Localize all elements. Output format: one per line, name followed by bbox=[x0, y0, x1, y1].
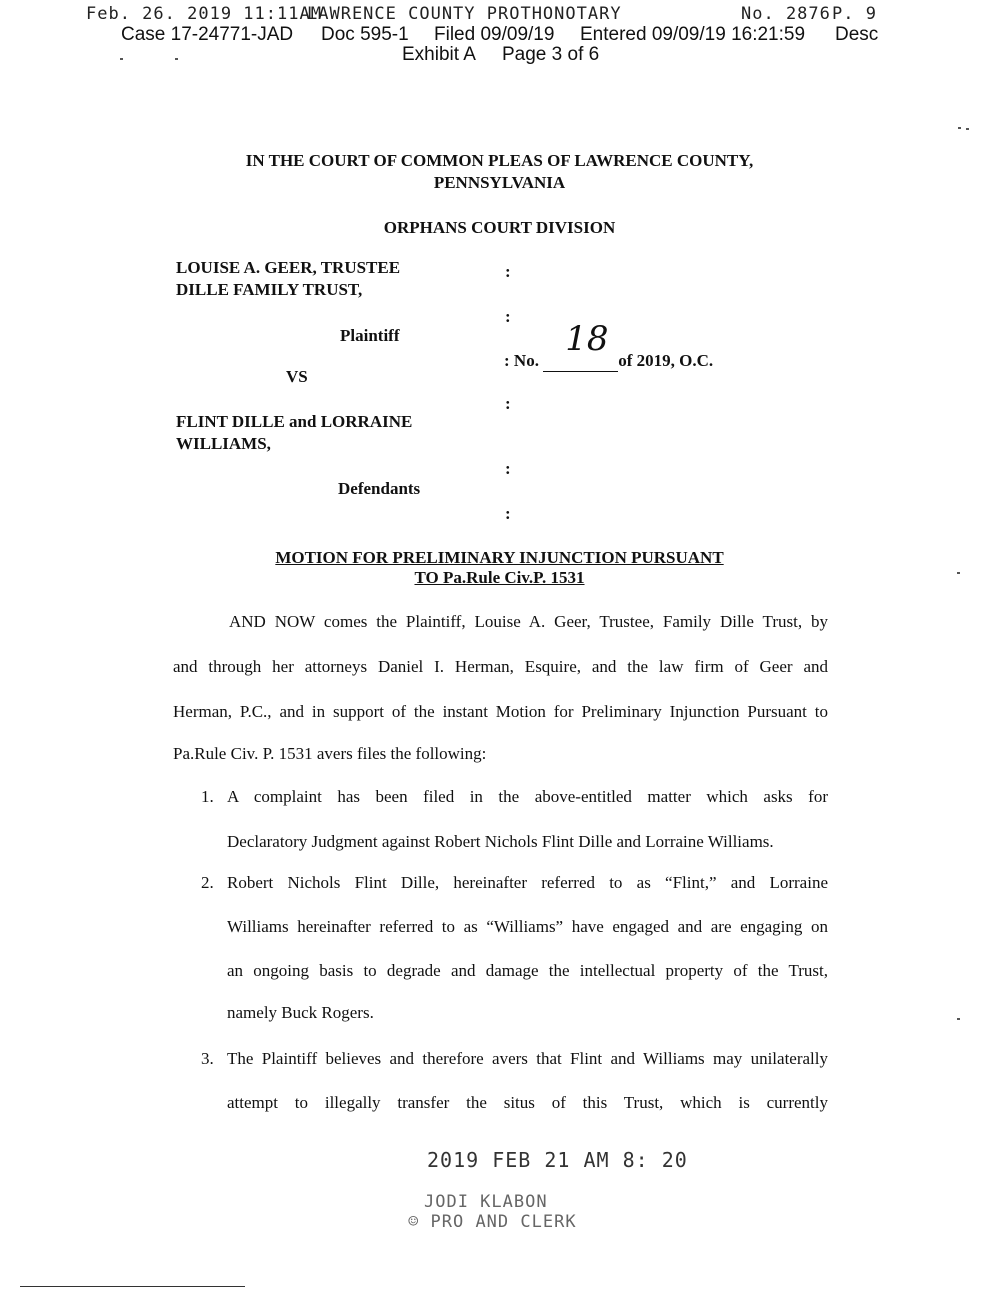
scan-speck bbox=[958, 127, 961, 129]
paragraph-2-line1: Robert Nichols Flint Dille, hereinafter referred to as “Flint,” and Lorraine bbox=[227, 873, 828, 892]
caption-colon: : bbox=[505, 394, 511, 413]
filing-stamp-clerk-title bbox=[408, 1212, 577, 1232]
filed-date: Filed 09/09/19 bbox=[434, 24, 555, 45]
docket-number bbox=[504, 319, 714, 372]
desc-label: Desc bbox=[835, 24, 879, 45]
motion-title-line1: MOTION FOR PRELIMINARY INJUNCTION PURSUANT bbox=[275, 548, 724, 567]
caption-colon: : bbox=[505, 307, 511, 326]
case-number: Case 17-24771-JAD bbox=[121, 24, 294, 45]
defendants-role: Defendants bbox=[338, 479, 421, 498]
paragraph-1-line1: A complaint has been filed in the above-entitled matter which asks for bbox=[227, 787, 828, 806]
caption-colon: : bbox=[505, 262, 511, 281]
paragraph-1-line2: Declaratory Judgment against Robert Nichols Flint Dille and Lorraine Williams. bbox=[227, 832, 774, 851]
intro-line4: Pa.Rule Civ. P. 1531 avers files the following: bbox=[173, 744, 487, 763]
page-of-label: Page 3 of 6 bbox=[502, 44, 600, 65]
seal-icon: ☺ bbox=[408, 1212, 420, 1232]
fax-number: No. 2876 bbox=[741, 4, 831, 24]
paragraph-3-line1: The Plaintiff believes and therefore avers that Flint and Williams may unilaterally bbox=[227, 1049, 828, 1068]
paragraph-number: 3. bbox=[201, 1049, 214, 1068]
court-name-line2: PENNSYLVANIA bbox=[433, 173, 566, 192]
fax-datetime: Feb. 26. 2019 11:11AM bbox=[86, 4, 322, 24]
doc-number: Doc 595-1 bbox=[321, 24, 409, 45]
defendants-name-line2: WILLIAMS, bbox=[176, 434, 271, 453]
court-name-line1: IN THE COURT OF COMMON PLEAS OF LAWRENCE COUNTY, bbox=[245, 151, 754, 170]
scan-speck bbox=[957, 1018, 960, 1020]
versus-label: VS bbox=[286, 367, 308, 386]
docket-suffix: of 2019, O.C. bbox=[618, 351, 714, 370]
intro-line1: AND NOW comes the Plaintiff, Louise A. Geer, Trustee, Family Dille Trust, by bbox=[229, 612, 828, 631]
intro-line3: Herman, P.C., and in support of the instant Motion for Preliminary Injunction Pursuant to bbox=[173, 702, 828, 721]
docket-prefix: : No. bbox=[504, 351, 539, 370]
handwritten-docket-number: 18 bbox=[565, 319, 609, 359]
caption-colon: : bbox=[505, 504, 511, 523]
scan-speck bbox=[175, 58, 178, 60]
docket-blank bbox=[543, 319, 618, 372]
paragraph-number: 1. bbox=[201, 787, 214, 806]
entered-date: Entered 09/09/19 16:21:59 bbox=[580, 24, 806, 45]
motion-title-line2: TO Pa.Rule Civ.P. 1531 bbox=[414, 568, 585, 587]
plaintiff-name: LOUISE A. GEER, TRUSTEE bbox=[176, 258, 401, 277]
paragraph-2-line3: an ongoing basis to degrade and damage the intellectual property of the Trust, bbox=[227, 961, 828, 980]
filing-stamp-date: 2019 FEB 21 AM 8: 20 bbox=[427, 1148, 688, 1172]
plaintiff-trust: DILLE FAMILY TRUST, bbox=[176, 280, 363, 299]
paragraph-2-line2: Williams hereinafter referred to as “Williams” have engaged and are engaging on bbox=[227, 917, 828, 936]
filing-stamp-clerk-name: JODI KLABON bbox=[424, 1192, 548, 1212]
fax-sender: LAWRENCE COUNTY PROTHONOTARY bbox=[307, 4, 622, 24]
filing-stamp-clerk-title-text: PRO AND CLERK bbox=[430, 1212, 577, 1232]
paragraph-number: 2. bbox=[201, 873, 214, 892]
caption-colon: : bbox=[505, 459, 511, 478]
fax-page: P. 9 bbox=[832, 4, 877, 24]
defendants-name-line1: FLINT DILLE and LORRAINE bbox=[176, 412, 413, 431]
footer-rule bbox=[20, 1286, 245, 1287]
court-division: ORPHANS COURT DIVISION bbox=[383, 218, 616, 237]
exhibit-label: Exhibit A bbox=[402, 44, 476, 65]
intro-line2: and through her attorneys Daniel I. Herman, Esquire, and the law firm of Geer and bbox=[173, 657, 828, 676]
plaintiff-role: Plaintiff bbox=[340, 326, 400, 345]
paragraph-3-line2: attempt to illegally transfer the situs of this Trust, which is currently bbox=[227, 1093, 828, 1112]
scan-speck bbox=[120, 58, 123, 60]
paragraph-2-line4: namely Buck Rogers. bbox=[227, 1003, 374, 1022]
scan-speck bbox=[966, 128, 969, 130]
